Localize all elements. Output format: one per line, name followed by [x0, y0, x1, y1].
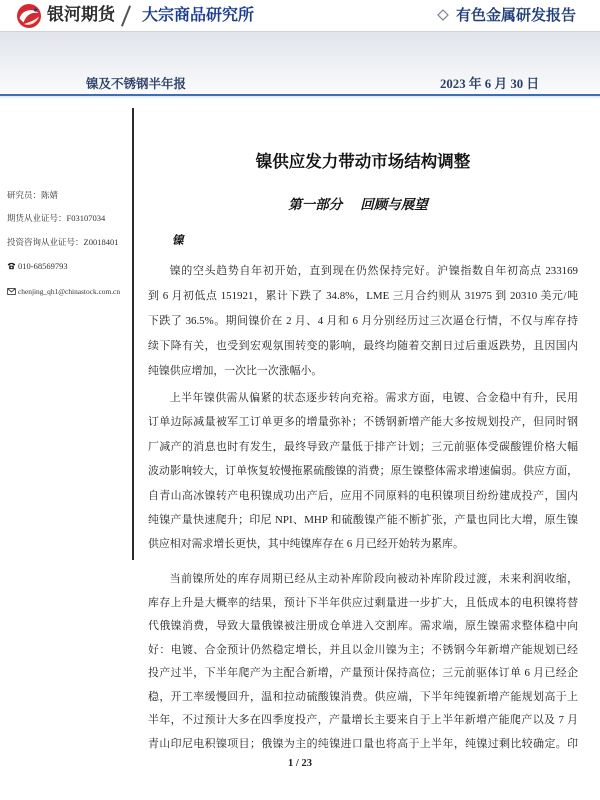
paragraph-line: 续下降有关，也受到宏观氛围转变的影响，最终均随着交割日过后重返跌势，且因国内 [148, 340, 578, 352]
section-number: 第一部分 [288, 197, 343, 212]
paragraph [148, 568, 578, 756]
paragraph-line: 当前镍所处的库存周期已经从主动补库阶段向被动补库阶段过渡，未来利润收缩， [169, 573, 578, 585]
mail-icon [7, 288, 16, 295]
brand-name: 银河期货 [47, 5, 115, 24]
galaxy-logo-icon [16, 3, 42, 29]
paragraph-line: 库存上升是大概率的结果，预计下半年供应过剩量进一步扩大，且低成本的电积镍将替 [148, 596, 578, 609]
paragraph-line: 投产过半，下半年爬产为主配合新增，产量预计保持高位；三元前驱体订单 6 月已经企 [148, 667, 578, 679]
section-title [148, 196, 568, 213]
phone-number: 010-68569793 [18, 261, 68, 271]
diamond-icon [437, 9, 449, 21]
paragraph-line: 好：电镀、合金预计仍然稳定增长，并且以金川镍为主；不锈钢今年新增产能规划已经 [148, 643, 578, 656]
report-type: 镍及不锈钢半年报 [86, 77, 187, 91]
paragraph-line: 到 6 月初低点 151921，累计下跌了 34.8%，LME 三月合约则从 31975 到 20310 美元/吨 [148, 290, 578, 302]
paragraph-line: 纯镍供应增加，一次比一次涨幅小。 [148, 365, 323, 377]
paragraph-line: 自青山高冰镍转产电积镍成功出产后，应用不同原料的电积镍项目纷纷建成投产，国内 [148, 489, 578, 502]
sidebar-divider [132, 108, 134, 560]
paragraph-line: 波动影响较大，订单恢复较慢拖累硫酸镍的消费；原生镍整体需求增速偏弱。供应方面， [148, 465, 578, 478]
paragraph-line: 厂减产的消息也时有发生，最终导致产量低于排产计划；三元前驱体受碳酸锂价格大幅 [148, 440, 578, 453]
section-name: 回顾与展望 [360, 197, 428, 212]
report-date: 2023 年 6 月 30 日 [440, 77, 540, 91]
paragraph-line: 下跌了 36.5%。期间镍价在 2 月、4 月和 6 月分别经历过三次逼仓行情，不仅与库存持 [148, 315, 578, 327]
paragraph-line: 半年，不过预计大多在四季度投产，产量增长主要来自于上半年新增产能爬产以及 7 月 [148, 714, 578, 726]
institute-name: 大宗商品研究所 [142, 7, 255, 24]
report-category: 有色金属研发报告 [456, 7, 577, 24]
paragraph-line: 纯镍产量快速爬升；印尼 NPI、MHP 和硫酸镍产能不断扩张，产量也同比大增，原生镍 [148, 514, 578, 527]
researcher-name: 研究员：陈婧 [7, 190, 59, 200]
subsection-title: 镍 [172, 235, 184, 247]
consulting-license: 投资咨询从业证号：Z0018401 [7, 237, 119, 247]
paragraph-line: 上半年镍供需从偏紧的状态逐步转向充裕。需求方面，电镀、合金稳中有升，民用 [169, 392, 578, 404]
paragraph-line: 青山印尼电积镍项目；俄镍为主的纯镍进口量也将高于上半年，纯镍过剩比较确定。印 [148, 737, 578, 750]
header-rule-shadow [0, 96, 600, 99]
paragraph [148, 386, 578, 557]
email-row [7, 286, 120, 297]
email-address: chenjing_qh1@chinastock.com.cn [18, 287, 121, 296]
paragraph-line: 订单边际减量被军工订单更多的增量弥补；不锈钢新增产能大多按规划投产，但同时钢 [148, 416, 578, 429]
paragraph-line: 镍的空头趋势自年初开始，直到现在仍然保持完好。沪镍指数自年初高点 233169 [169, 265, 578, 277]
phone-row [7, 261, 68, 272]
paragraph [148, 259, 578, 384]
page-number: 1 / 23 [288, 758, 312, 769]
phone-icon [7, 261, 16, 270]
paragraph-line: 供应相对需求增长更快，其中纯镍库存在 6 月已经开始转为累库。 [148, 538, 464, 551]
report-title: 镍供应发力带动市场结构调整 [255, 152, 471, 171]
paragraph-line: 代俄镍消费，导致大量俄镍被注册成仓单进入交割库。需求端，原生镍需求整体稳中向 [148, 620, 578, 632]
paragraph-line: 稳，开工率缓慢回升，温和拉动硫酸镍消费。供应端，下半年纯镍新增产能规划高于上 [148, 690, 578, 703]
futures-license: 期货从业证号：F03107034 [7, 213, 106, 223]
